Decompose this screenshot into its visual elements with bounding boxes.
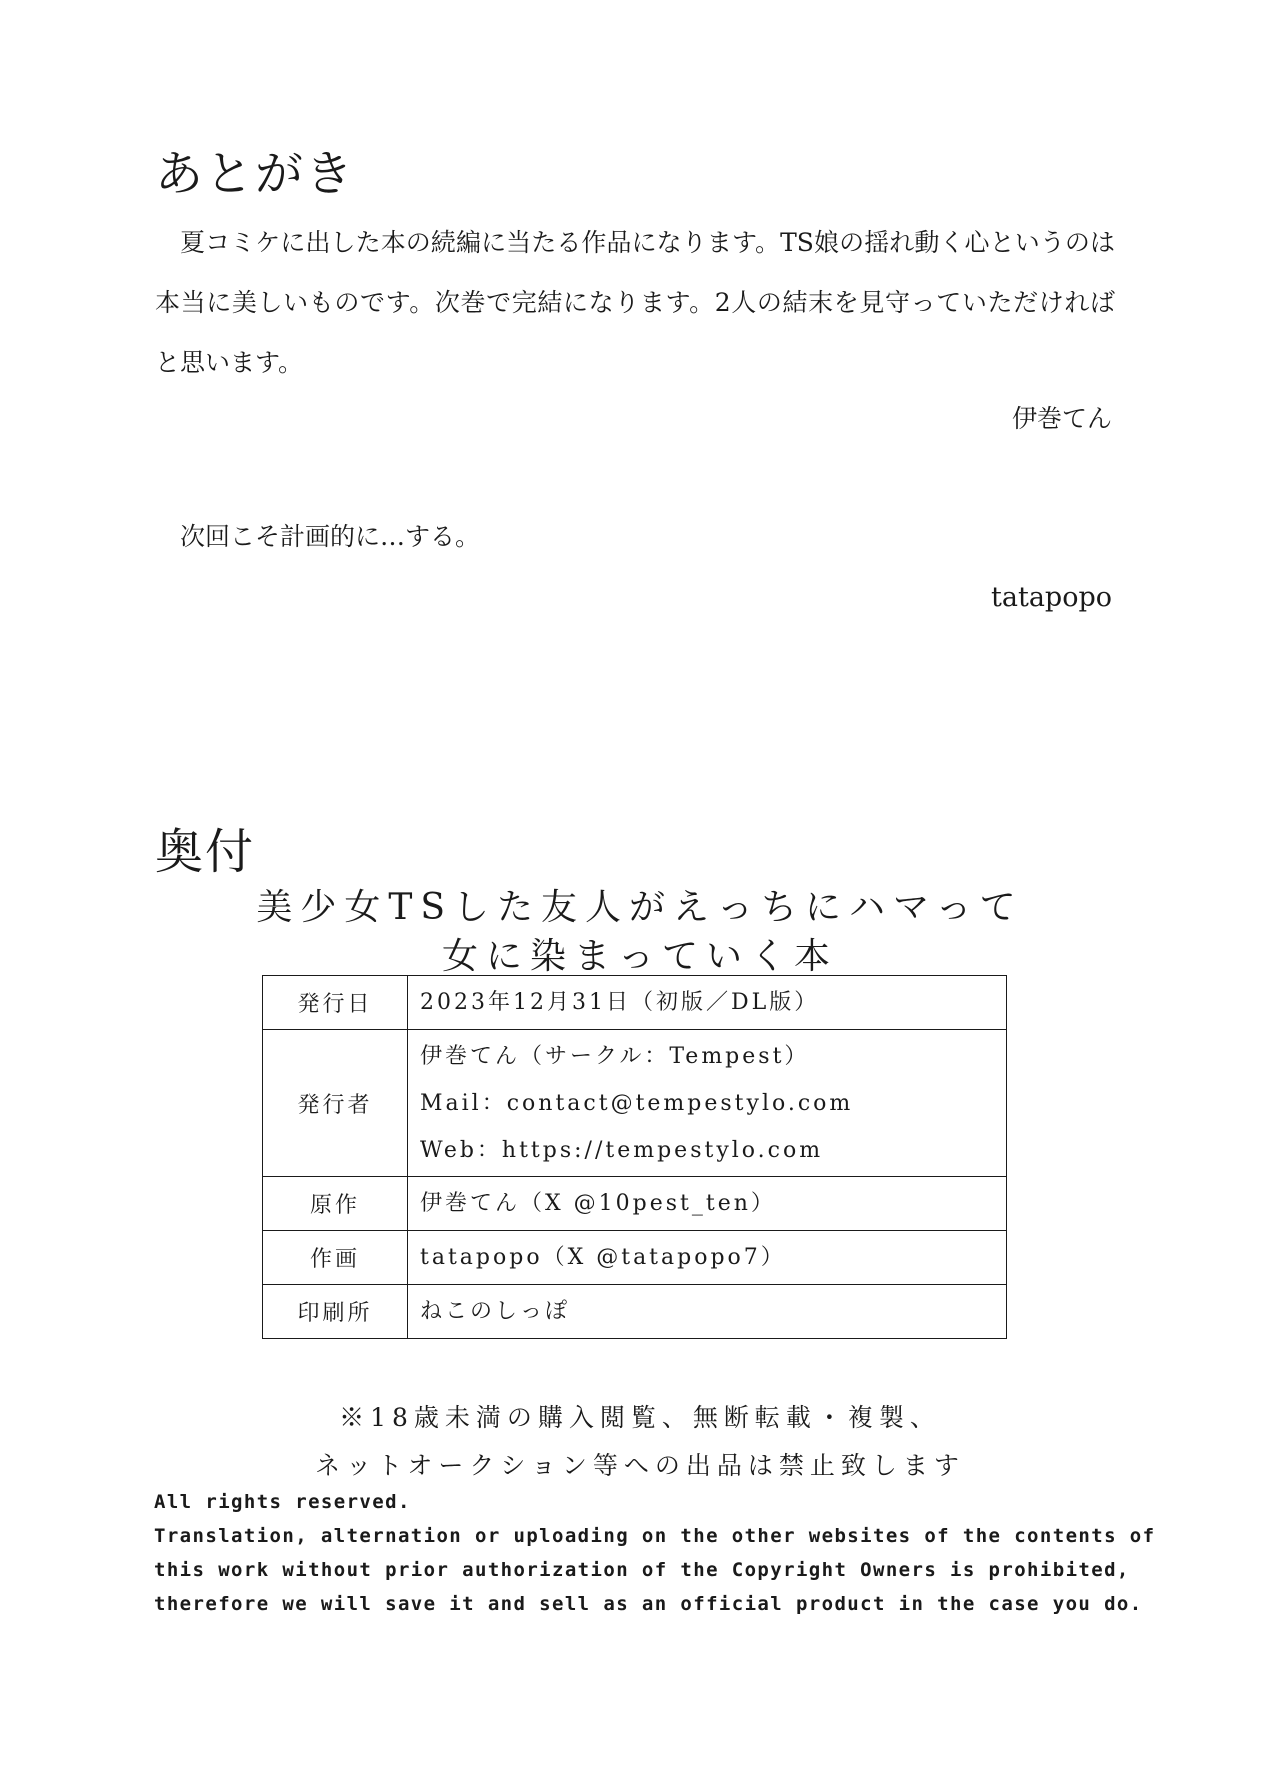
- artwork-label: 作画: [263, 1231, 408, 1285]
- notice-line-1: ※18歳未満の購入閲覧、無断転載・複製、: [339, 1403, 941, 1432]
- book-title: [0, 883, 1280, 981]
- afterword-signature: 伊巻てん: [1011, 404, 1112, 433]
- table-row-printer: [263, 1285, 1007, 1339]
- afterword-body: 夏コミケに出した本の続編に当たる作品になります。TS娘の揺れ動く心というのは本当に美しいものです。次巻で完結になります。2人の結末を見守っていただければと思います。: [155, 228, 1115, 377]
- colophon-table: [262, 975, 1007, 1339]
- artwork-text: tatapopo（X @tatapopo7）: [420, 1245, 786, 1270]
- publish-date-text: 2023年12月31日（初版／DL版）: [420, 990, 820, 1015]
- printer-value: [408, 1285, 1007, 1339]
- printer-text: ねこのしっぽ: [420, 1299, 571, 1324]
- publisher-web: Web：https://tempestylo.com: [420, 1137, 824, 1163]
- printer-label: 印刷所: [263, 1285, 408, 1339]
- artwork-value: [408, 1231, 1007, 1285]
- colophon-heading: 奥付: [155, 824, 256, 880]
- original-work-value: [408, 1177, 1007, 1231]
- copyright-line-4: therefore we will save it and sell as an official product in the case you do.: [154, 1593, 1143, 1615]
- book-title-line-1: 美少女TSした友人がえっちにハマって: [256, 887, 1024, 928]
- table-row-original-work: [263, 1177, 1007, 1231]
- publisher-value: [408, 1030, 1007, 1177]
- publisher-mail: Mail：contact@tempestylo.com: [420, 1090, 854, 1116]
- afterword-heading: あとがき: [155, 146, 356, 202]
- copyright-line-1: All rights reserved.: [154, 1491, 411, 1513]
- publisher-circle: 伊巻てん（サークル：Tempest）: [420, 1043, 810, 1069]
- publish-date-label: 発行日: [263, 976, 408, 1030]
- notice-line-2: ネットオークション等への出品は禁止致します: [315, 1451, 965, 1480]
- book-title-line-2: 女に染まっていく本: [441, 936, 838, 977]
- age-restriction-notice: [0, 1394, 1280, 1490]
- copyright-line-3: this work without prior authorization of the Copyright Owners is prohibited,: [154, 1559, 1130, 1581]
- original-work-text: 伊巻てん（X @10pest_ten）: [420, 1191, 776, 1216]
- artist-note: 次回こそ計画的に…する。: [180, 522, 481, 551]
- table-row-publish-date: [263, 976, 1007, 1030]
- publisher-label: 発行者: [263, 1030, 408, 1177]
- copyright-notice: [154, 1485, 1155, 1621]
- publish-date-value: [408, 976, 1007, 1030]
- table-row-publisher: [263, 1030, 1007, 1177]
- artist-signature: tatapopo: [991, 582, 1112, 613]
- copyright-line-2: Translation, alternation or uploading on the other websites of the contents of: [154, 1525, 1156, 1547]
- table-row-artwork: [263, 1231, 1007, 1285]
- original-work-label: 原作: [263, 1177, 408, 1231]
